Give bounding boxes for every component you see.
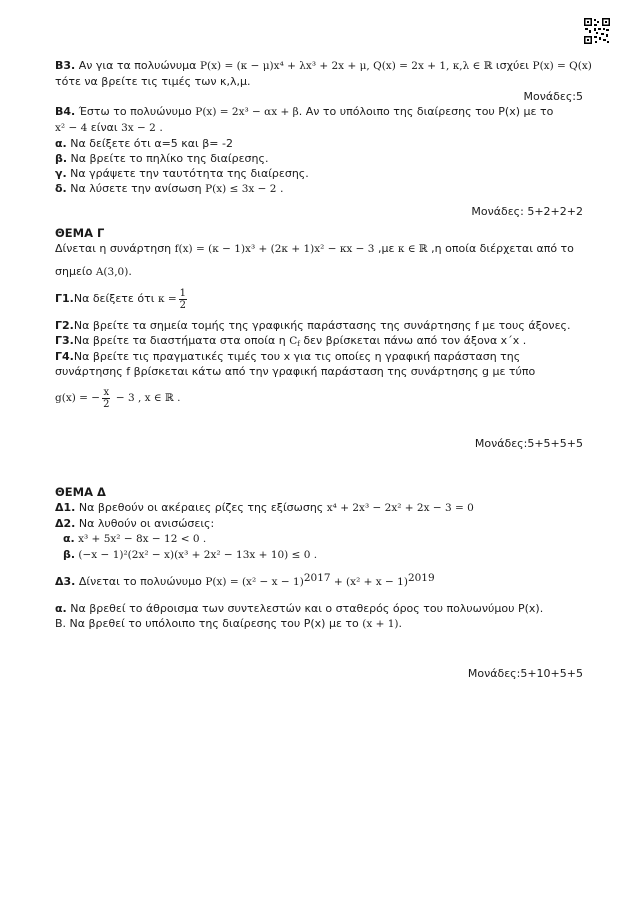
g1-denominator: 2 xyxy=(179,299,187,311)
b4-line2-end: . xyxy=(155,121,163,134)
b4-inequality: P(x) ≤ 3x − 2 xyxy=(205,183,277,195)
d3b-divisor: (x + 1) xyxy=(362,618,399,630)
d2a-inequality: x³ + 5x² − 8x − 12 < 0 . xyxy=(74,533,207,545)
b3-points: Μονάδες:5 xyxy=(523,90,583,103)
gamma-intro-text-2: ,με xyxy=(374,242,398,255)
g1-numerator: 1 xyxy=(179,287,187,299)
b4-d-end: . xyxy=(276,182,284,195)
gamma-intro-line2 xyxy=(55,264,583,280)
delta-d3-a xyxy=(55,601,583,616)
gamma-intro xyxy=(55,241,583,257)
b4-d-label: δ. xyxy=(55,182,67,195)
b3-text-2: ισχύει xyxy=(492,59,533,72)
d3b-end: . xyxy=(398,617,403,630)
g1-k: κ = xyxy=(157,293,177,305)
b3-statement-line2: τότε να βρείτε τις τιμές των κ,λ,μ. xyxy=(55,75,251,88)
gamma-g4-line2: συνάρτησης f βρίσκεται κάτω από την γραφική παράσταση της συνάρτησης g με τύπο xyxy=(55,365,536,378)
gamma-intro-text: Δίνεται η συνάρτηση xyxy=(55,242,175,255)
d2b-inequality: (−x − 1)²(2x² − x)(x³ + 2x² − 13x + 10) ≤ 0 . xyxy=(75,549,318,561)
b4-text-2: . Αν το υπόλοιπο της διαίρεσης του P(x) με το xyxy=(298,105,554,118)
gamma-point-end: . xyxy=(128,265,132,278)
b3-equality: P(x) = Q(x) xyxy=(532,60,592,72)
d3-poly-part2: + (x² + x − 1) xyxy=(330,576,408,588)
b4-part-d xyxy=(55,181,583,197)
b4-statement-line2 xyxy=(55,120,583,136)
gamma-g3 xyxy=(55,333,583,349)
g-fraction xyxy=(102,387,110,410)
b4-divisor: x² − 4 xyxy=(55,122,88,134)
qr-code-icon xyxy=(584,18,610,44)
b4-text: Έστω το πολυώνυμο xyxy=(75,105,196,118)
d3a-label: α. xyxy=(55,602,67,615)
b4-b-text: Να βρείτε το πηλίκο της διαίρεσης. xyxy=(67,152,269,165)
delta-d2-b xyxy=(55,547,583,563)
d3-poly-part1: P(x) = (x² − x − 1) xyxy=(205,576,304,588)
d3a-text: Να βρεθεί το άθροισμα των συντελεστών και ο σταθερός όρος του πολυωνύμου P(x). xyxy=(66,602,544,615)
g4-text: Να βρείτε τις πραγματικές τιμές του x για τις οποίες η γραφική παράσταση της xyxy=(73,350,521,363)
b4-b-label: β. xyxy=(55,152,68,165)
b4-part-a xyxy=(55,136,583,151)
b3-statement xyxy=(55,58,592,74)
gamma-point: A(3,0) xyxy=(95,266,129,278)
g3-cf xyxy=(289,335,300,347)
g3-subscript: f xyxy=(297,340,300,348)
gamma-domain: κ ∈ ℝ xyxy=(397,243,428,255)
delta-d2 xyxy=(55,516,583,531)
b4-remainder: 3x − 2 xyxy=(121,122,156,134)
b4-part-c xyxy=(55,166,583,181)
theme-gamma-title: ΘΕΜΑ Γ xyxy=(55,226,105,240)
d3b-text: Να βρεθεί το υπόλοιπο της διαίρεσης του P(x) με το xyxy=(66,617,363,630)
b4-c-label: γ. xyxy=(55,167,67,180)
g2-text: Να βρείτε τα σημεία τομής της γραφικής παράστασης της συνάρτησης f με τους άξονες. xyxy=(73,319,571,332)
g-denominator: 2 xyxy=(103,398,110,410)
g1-fraction xyxy=(179,288,187,311)
b4-statement xyxy=(55,104,583,120)
delta-d2-a xyxy=(55,531,583,547)
b3-label: Β3. xyxy=(55,59,76,72)
g1-text: Να δείξετε ότι xyxy=(73,292,158,305)
d3-exponent-1: 2017 xyxy=(303,572,331,584)
d3-exponent-2: 2019 xyxy=(407,572,435,584)
b3-text: Αν για τα πολυώνυμα xyxy=(75,59,200,72)
d3b-label: Β. xyxy=(55,617,67,630)
d1-label: Δ1. xyxy=(55,501,76,514)
b4-d-text: Να λύσετε την ανίσωση xyxy=(66,182,206,195)
d2-text: Να λυθούν οι ανισώσεις: xyxy=(75,517,215,530)
gamma-points: Μονάδες:5+5+5+5 xyxy=(474,437,583,450)
delta-d3-b xyxy=(55,616,583,632)
g-function-start: g(x) = − xyxy=(55,392,101,404)
d3-label: Δ3. xyxy=(55,575,76,588)
b4-points: Μονάδες: 5+2+2+2 xyxy=(471,205,583,218)
d2a-label: α. xyxy=(63,532,75,545)
gamma-g4 xyxy=(55,349,583,364)
g-numerator: x xyxy=(103,386,110,398)
gamma-g2 xyxy=(55,318,583,333)
delta-d1 xyxy=(55,500,583,516)
g2-label: Γ2. xyxy=(55,319,74,332)
g3-text-2: δεν βρίσκεται πάνω από τον άξονα x΄x . xyxy=(299,334,527,347)
gamma-intro-text-3: ,η οποία διέρχεται από το xyxy=(427,242,574,255)
b4-c-text: Να γράψετε την ταυτότητα της διαίρεσης. xyxy=(66,167,309,180)
g1-label: Γ1. xyxy=(55,292,74,305)
b4-line2-text: είναι xyxy=(87,121,122,134)
gamma-function: f(x) = (κ − 1)x³ + (2κ + 1)x² − κx − 3 xyxy=(174,243,375,255)
theme-delta-title: ΘΕΜΑ Δ xyxy=(55,485,106,499)
g4-label: Γ4. xyxy=(55,350,74,363)
b4-part-b xyxy=(55,151,583,166)
gamma-g1 xyxy=(55,287,583,311)
d3-text: Δίνεται το πολυώνυμο xyxy=(75,575,206,588)
b4-polynomial: P(x) = 2x³ − αx + β xyxy=(195,106,299,118)
exam-content xyxy=(55,58,592,681)
delta-d3 xyxy=(55,570,583,594)
b3-polynomials: P(x) = (κ − μ)x⁴ + λx³ + 2x + μ, Q(x) = 2x + 1, κ,λ ∈ ℝ xyxy=(199,60,493,72)
d2b-label: β. xyxy=(63,548,76,561)
d2-label: Δ2. xyxy=(55,517,76,530)
gamma-point-text: σημείο xyxy=(55,265,96,278)
gamma-g-function xyxy=(55,386,583,410)
d1-text: Να βρεθούν οι ακέραιες ρίζες της εξίσωσης xyxy=(75,501,327,514)
b4-label: Β4. xyxy=(55,105,76,118)
b4-a-text: Να δείξετε ότι α=5 και β= -2 xyxy=(66,137,233,150)
b4-a-label: α. xyxy=(55,137,67,150)
g3-c: C xyxy=(289,335,298,347)
g3-label: Γ3. xyxy=(55,334,74,347)
g3-text: Να βρείτε τα διαστήματα στα οποία η xyxy=(73,334,290,347)
g-function-end: − 3 , x ∈ ℝ . xyxy=(112,392,181,404)
d1-equation: x⁴ + 2x³ − 2x² + 2x − 3 = 0 xyxy=(326,502,474,514)
delta-points: Μονάδες:5+10+5+5 xyxy=(467,667,583,680)
